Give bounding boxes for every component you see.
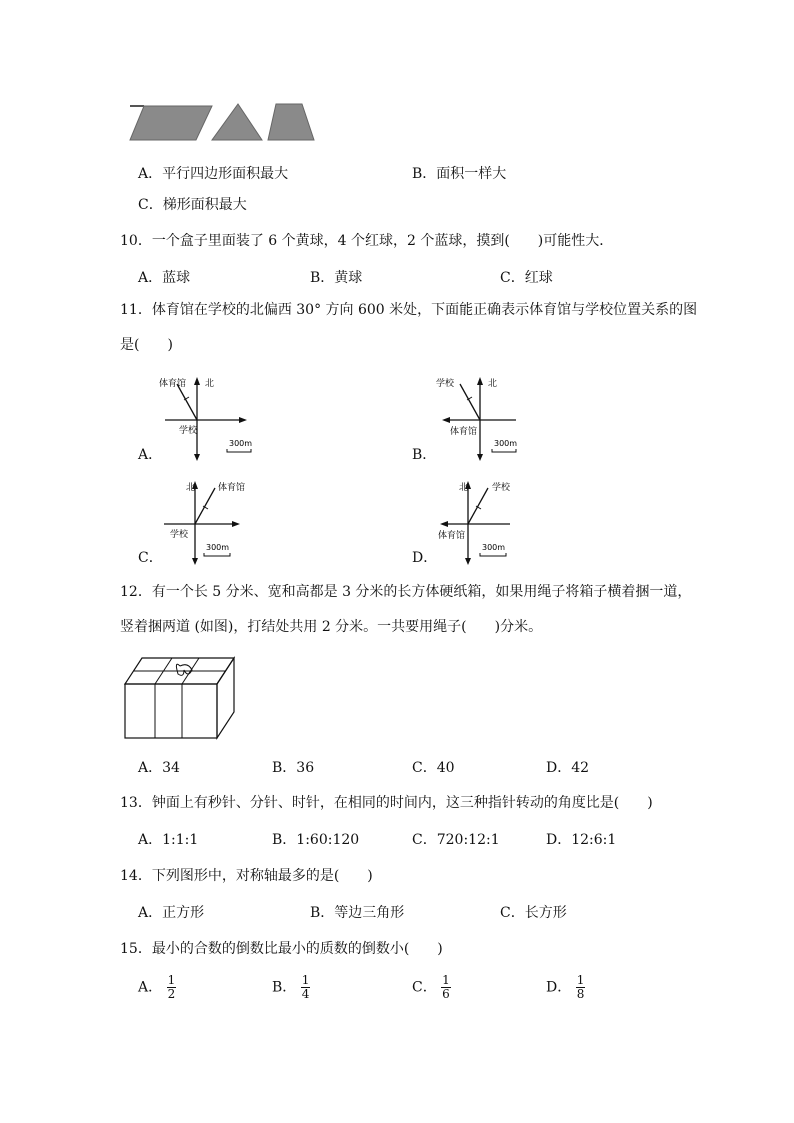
north-arrow-icon [194,377,200,385]
q15-stem: 15．最小的合数的倒数比最小的质数的倒数小( ) [120,941,443,957]
scale-label: 300m [206,543,230,552]
west-arrow-icon [442,417,450,423]
south-arrow-icon [192,558,198,565]
gym-label: 体育馆 [438,531,466,541]
q11-option-b-letter[interactable]: B． [412,447,437,463]
box-front-face [125,684,217,738]
q12-box-figure [122,654,238,742]
south-arrow-icon [194,454,200,461]
box-side-face [217,658,234,738]
q10-option-b[interactable]: B．黄球 [310,270,363,286]
scale-label: 300m [494,439,518,448]
q14-option-c[interactable]: C．长方形 [500,905,567,921]
q15-option-b[interactable]: B． $\frac{1}{4}$ [272,973,310,1001]
q11-option-b-diagram[interactable] [432,372,542,462]
q13-option-a[interactable]: A．1:1:1 [138,832,199,848]
q12-option-d[interactable]: D．42 [546,760,590,776]
q15-option-c[interactable]: C． $\frac{1}{6}$ [412,973,450,1001]
fraction: $\frac{1}{2}$ [167,973,176,1001]
east-arrow-icon [232,521,240,527]
north-label: 北 [488,379,498,389]
q11-option-d-letter[interactable]: D． [412,550,438,566]
direction-line [195,488,215,524]
q13-stem: 13．钟面上有秒针、分针、时针，在相同的时间内，这三种指针转动的角度比是( ) [120,795,653,811]
q11-option-a-letter[interactable]: A． [138,447,163,463]
school-label: 学校 [179,426,198,436]
fraction: $\frac{1}{6}$ [442,973,450,1001]
q10-option-c[interactable]: C．红球 [500,270,553,286]
west-arrow-icon [440,521,448,527]
rope-knot-icon [176,664,192,675]
q12-option-a[interactable]: A．34 [138,760,180,776]
q13-option-b[interactable]: B．1:60:120 [272,832,360,848]
school-label: 学校 [170,530,189,540]
scale-label: 300m [229,439,253,448]
q12-option-b[interactable]: B．36 [272,760,315,776]
fraction: $\frac{1}{4}$ [301,973,310,1001]
school-label: 学校 [492,483,511,493]
q12-stem-line1: 12．有一个长 5 分米、宽和高都是 3 分米的长方体硬纸箱，如果用绳子将箱子横着捆一道， [120,584,692,600]
scale-label: 300m [482,543,506,552]
q14-stem: 14．下列图形中，对称轴最多的是( ) [120,868,373,884]
east-arrow-icon [239,417,247,423]
q9-option-b[interactable]: B．面积一样大 [412,166,507,182]
scale-bar [204,553,230,556]
direction-line [177,384,197,420]
q13-option-c[interactable]: C．720:12:1 [412,832,500,848]
south-arrow-icon [477,454,483,461]
q9-option-c[interactable]: C．梯形面积最大 [138,197,247,213]
north-label: 北 [186,483,196,493]
parallelogram-shape [130,106,212,140]
south-arrow-icon [465,558,471,565]
q15-option-d[interactable]: D． $\frac{1}{8}$ [546,973,585,1001]
q12-option-c[interactable]: C．40 [412,760,455,776]
gym-label: 体育馆 [450,427,478,437]
north-arrow-icon [477,377,483,385]
q11-option-a-diagram[interactable] [155,372,265,462]
q11-option-c-diagram[interactable] [158,476,268,566]
q10-option-a[interactable]: A．蓝球 [138,270,191,286]
triangle-shape [212,104,262,140]
q9-shapes-figure [128,100,318,145]
scale-bar [480,553,506,556]
scale-bar [492,449,516,452]
direction-line [460,384,480,420]
q14-option-b[interactable]: B．等边三角形 [310,905,405,921]
fraction: $\frac{1}{8}$ [576,973,585,1001]
q10-stem: 10．一个盒子里面装了 6 个黄球，4 个红球，2 个蓝球，摸到( )可能性大． [120,233,614,249]
q11-stem-line2: 是( ) [120,337,173,353]
scale-bar [227,449,251,452]
school-label: 学校 [436,379,455,389]
q13-option-d[interactable]: D．12:6:1 [546,832,617,848]
north-label: 北 [205,379,215,389]
q15-option-a[interactable]: A． $\frac{1}{2}$ [138,973,176,1001]
north-label: 北 [459,483,469,493]
q14-option-a[interactable]: A．正方形 [138,905,205,921]
q11-stem-line1: 11．体育馆在学校的北偏西 30° 方向 600 米处，下面能正确表示体育馆与学校位置关系的图 [120,302,698,318]
q9-option-a[interactable]: A．平行四边形面积最大 [138,166,289,182]
q11-option-d-diagram[interactable] [432,476,542,566]
q11-option-c-letter[interactable]: C． [138,550,163,566]
gym-label: 体育馆 [218,483,246,493]
gym-label: 体育馆 [159,379,187,389]
q12-stem-line2: 竖着捆两道 (如图)，打结处共用 2 分米。一共要用绳子( )分米。 [120,619,543,635]
direction-line [468,488,488,524]
trapezoid-shape [268,104,314,140]
